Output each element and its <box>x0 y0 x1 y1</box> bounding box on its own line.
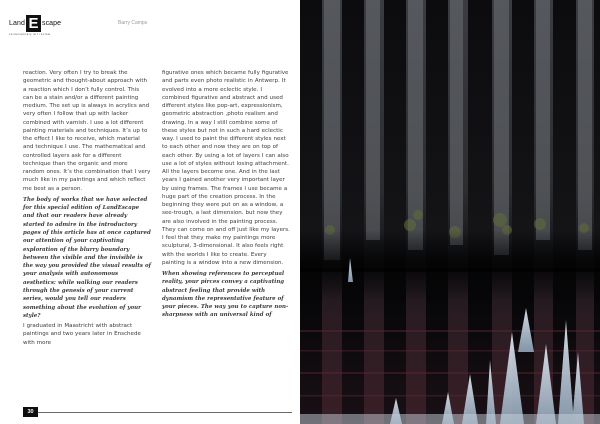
author-name: Barry Camps <box>118 20 148 26</box>
artwork-image <box>300 0 600 424</box>
left-text-column <box>23 69 151 347</box>
right-text-column <box>162 69 290 322</box>
answer-paragraph: reaction. Very often I try to break the geometric and thought-about approach with a reaction which I don’t fully control. This can be a stain and/or a different painting medium. The set up is always in acrylics and very often I follow that up with lacker combined with varnish. I use a lot different painting materials and techniques. It’s up to the effect I like to receive, which material and technique I use. The mathematical and controlled layers ask for a different technique than the organic and more random ones. It’s the combination that I very much like in my paintings and which reflect me best as a person. <box>23 70 151 192</box>
logo-text-scape: scape <box>41 19 62 27</box>
interview-question: The body of works that we have selected for this special edition of LandEscape and that our readers have already started to admire in the introductory pages of this article has at once captured our attention of your captivating exploration of the blurry boundary between the visible and the invisible is the way you provided the visual results of your analysis with autonomous aesthetics: while walking our readers through the genesis of your current series, would you tell our readers something about the evolution of your style? <box>23 196 151 319</box>
page-number: 30 <box>23 407 38 417</box>
logo-letter-box: E <box>26 15 41 32</box>
logo-text-land: Land <box>9 19 25 27</box>
magazine-logo <box>9 14 61 32</box>
answer-paragraph: I graduated in Maastricht with abstract paintings and two years later in Enschede with more <box>23 323 141 346</box>
answer-paragraph: figurative ones which became fully figurative and parts even photo realistic in Antwerp. It evolved into a more eclectic style. I combined figurative and abstract and used different styles like pop-art, expressionism, geometric abstraction ,photo realism and drawing. In a way I still combine some of these styles but not in such a hard eclectic way. I used to paint the different styles next to each other and now they are on top of each other. By using a lot of layers I can also use a lot of styles without losing attachment. All the layers become one. And in the last years I gained another very important layer by using frames. The frames I use became a huge part of the creation process. In the beginning they were put on as a window, a see-trough, a last dimension. but now they are also involved in the painting process. They can come on and off just like my layers. I feel that they make my paintings more sculptural, 3-dimensional. It also feels right with the worlds I like to create. Every painting is a window into a new dimension. <box>162 70 290 266</box>
logo-tagline: contemporary art review <box>9 33 51 36</box>
interview-question: When showing references to perceptual reality, your pirces convey a captivating abstract feeling that provide with dynamism the representative feature of your pieces. The way you to capture non-sharpness with an universal kind of <box>162 271 289 319</box>
abstract-painting-icon <box>300 0 600 424</box>
footer-rule <box>23 412 292 413</box>
